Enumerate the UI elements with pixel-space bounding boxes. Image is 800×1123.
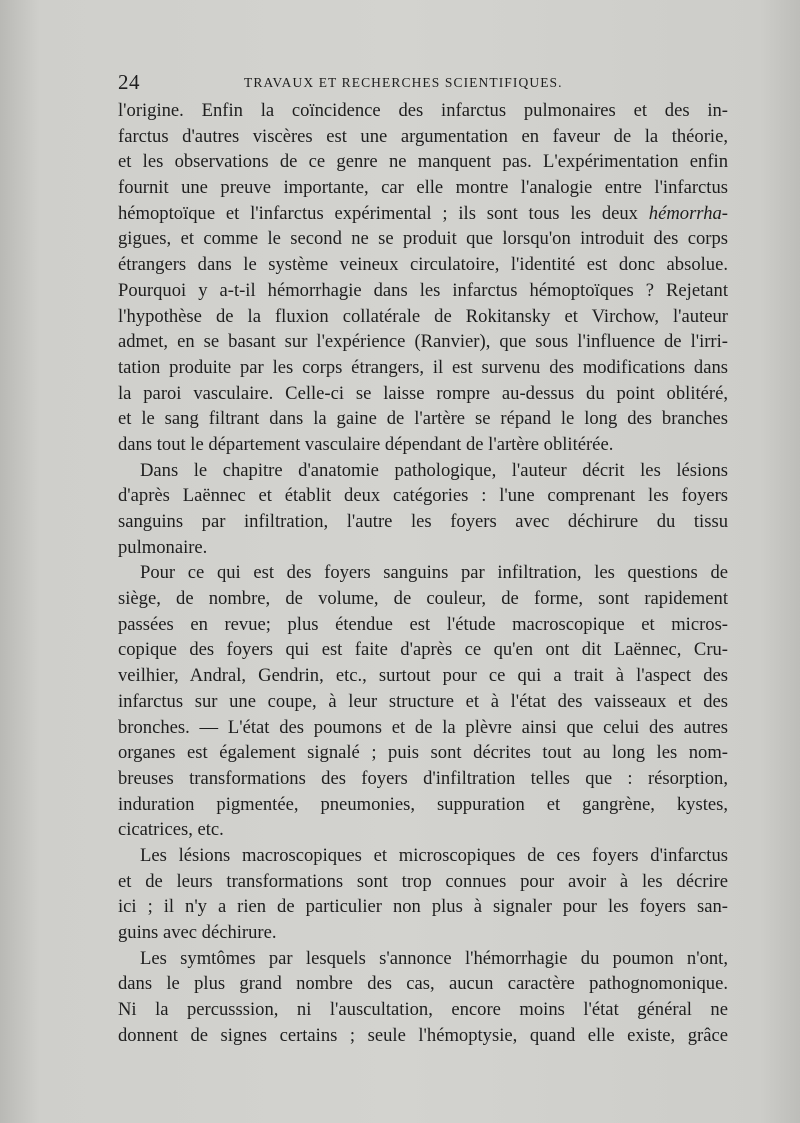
text-line: étrangers dans le système veineux circulatoire, l'identité est donc absolue. bbox=[118, 254, 728, 276]
text-line: Pourquoi y a-t-il hémorrhagie dans les infarctus hémoptoïques ? Rejetant bbox=[118, 279, 728, 301]
running-head bbox=[118, 70, 728, 96]
text-line: fournit une preuve importante, car elle montre l'analogie entre l'infarctus bbox=[118, 177, 728, 199]
text-line: copique des foyers qui est faite d'après ce qu'en ont dit Laënnec, Cru- bbox=[118, 639, 728, 661]
text-line: dans tout le département vasculaire dépendant de l'artère oblitérée. bbox=[118, 433, 614, 455]
text-line: farctus d'autres viscères est une argumentation en faveur de la théorie, bbox=[118, 125, 728, 147]
text-line: veilhier, Andral, Gendrin, etc., surtout pour ce qui a trait à l'aspect des bbox=[118, 665, 728, 687]
page-number: 24 bbox=[118, 70, 140, 94]
text-segment: hémoptoïque et l'infarctus expérimental ; ils sont tous les deux bbox=[118, 202, 649, 224]
text-line: Ni la percusssion, ni l'auscultation, encore moins l'état général ne bbox=[118, 999, 728, 1021]
text-line: Pour ce qui est des foyers sanguins par infiltration, les questions de bbox=[140, 562, 728, 584]
text-line: Les symtômes par lesquels s'annonce l'hémorrhagie du poumon n'ont, bbox=[140, 947, 728, 969]
text-line: Dans le chapitre d'anatomie pathologique, l'auteur décrit les lésions bbox=[140, 459, 728, 481]
text-line: gigues, et comme le second ne se produit que lorsqu'on introduit des corps bbox=[118, 228, 728, 250]
text-line: pulmonaire. bbox=[118, 536, 208, 558]
text-line: organes est également signalé ; puis sont décrites tout au long les nom- bbox=[118, 742, 728, 764]
text-line: l'origine. Enfin la coïncidence des infarctus pulmonaires et des in- bbox=[118, 100, 728, 121]
text-line: passées en revue; plus étendue est l'étude macroscopique et micros- bbox=[118, 613, 728, 635]
text-line: sanguins par infiltration, l'autre les foyers avec déchirure du tissu bbox=[118, 511, 728, 532]
text-line: d'après Laënnec et établit deux catégories : l'une comprenant les foyers bbox=[118, 485, 728, 507]
text-line: bronches. — L'état des poumons et de la plèvre ainsi que celui des autres bbox=[118, 716, 728, 738]
text-line: et le sang filtrant dans la gaine de l'artère se répand le long des branches bbox=[118, 408, 728, 430]
text-line: et les observations de ce genre ne manquent pas. L'expérimentation enfin bbox=[118, 151, 728, 173]
text-line: Les lésions macroscopiques et microscopiques de ces foyers d'infarctus bbox=[140, 844, 728, 866]
text-line: induration pigmentée, pneumonies, suppuration et gangrène, kystes, bbox=[118, 793, 728, 815]
italic-term: hémorrha- bbox=[648, 202, 728, 224]
text-line: infarctus sur une coupe, à leur structure et à l'état des vaisseaux et des bbox=[118, 690, 728, 712]
text-line: tation produite par les corps étrangers, il est survenu des modifications dans bbox=[118, 356, 728, 378]
text-line: admet, en se basant sur l'expérience (Ranvier), que sous l'influence de l'irri- bbox=[118, 331, 728, 353]
text-line: et de leurs transformations sont trop connues pour avoir à les décrire bbox=[118, 870, 728, 892]
text-line: donnent de signes certains ; seule l'hémoptysie, quand elle existe, grâce bbox=[118, 1024, 728, 1046]
text-line: l'hypothèse de la fluxion collatérale de Rokitansky et Virchow, l'auteur bbox=[118, 305, 728, 327]
text-line: siège, de nombre, de volume, de couleur, de forme, sont rapidement bbox=[118, 588, 728, 610]
text-line: la paroi vasculaire. Celle-ci se laisse rompre au-dessus du point oblitéré, bbox=[118, 382, 728, 404]
text-line: breuses transformations des foyers d'infiltration telles que : résorption, bbox=[118, 767, 728, 789]
running-title: TRAVAUX ET RECHERCHES SCIENTIFIQUES. bbox=[244, 75, 563, 90]
text-line: dans le plus grand nombre des cas, aucun caractère pathognomonique. bbox=[118, 973, 728, 995]
body-text bbox=[118, 98, 728, 1048]
text-line: ici ; il n'y a rien de particulier non plus à signaler pour les foyers san- bbox=[118, 896, 728, 918]
text-line: guins avec déchirure. bbox=[118, 922, 277, 943]
text-line bbox=[118, 201, 728, 227]
text-line: cicatrices, etc. bbox=[118, 819, 224, 841]
